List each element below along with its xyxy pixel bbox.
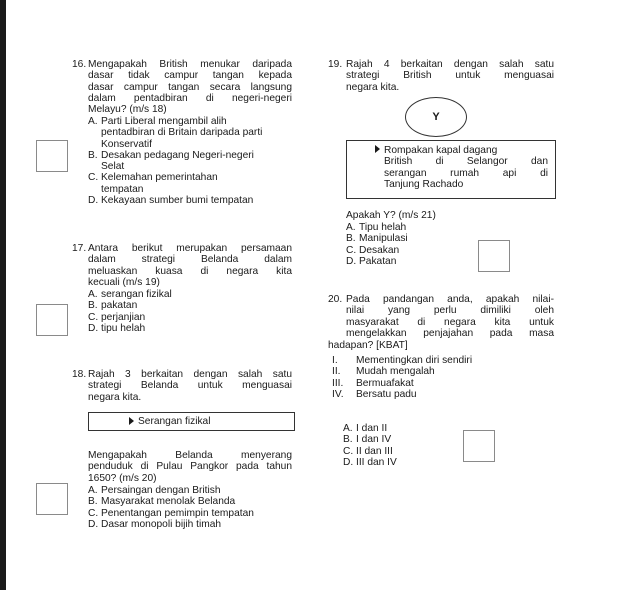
q20-options <box>343 423 397 468</box>
q20-stem-last: hadapan? [KBAT] <box>328 340 408 351</box>
q20-statement: IV. Bersatu padu <box>332 388 417 400</box>
q18-options <box>88 485 254 530</box>
q20-option-c[interactable]: C. II dan III <box>343 445 393 457</box>
q19-option-d[interactable]: D. Pakatan <box>346 255 397 267</box>
page-left-edge <box>0 0 6 590</box>
q20-statement: III. Bermuafakat <box>332 377 414 389</box>
q19-box-line: British di Selangor dan <box>384 156 548 168</box>
arrow-bullet-icon <box>375 145 380 153</box>
q17-number: 17. <box>72 243 87 254</box>
q20-option-b[interactable]: B. I dan IV <box>343 434 392 446</box>
q19-box-line: serangan rumah api di <box>384 167 548 179</box>
q18-stem <box>88 369 292 392</box>
q17-stem-last: kecuali (m/s 19) <box>88 277 160 288</box>
q17-option-b[interactable]: B. pakatan <box>88 300 138 312</box>
q17-stem-line: Antara berikut merupakan persamaan <box>88 243 292 254</box>
answer-box-q19[interactable] <box>478 240 510 272</box>
q19-box-line: Tanjung Rachado <box>384 178 464 190</box>
q18-figure-box <box>88 412 295 431</box>
q16-option-a-cont: pentadbiran di Britain daripada parti <box>101 127 263 139</box>
q18-option-a[interactable]: A. Persaingan dengan British <box>88 485 221 496</box>
q20-stem-line: mengelakkan penjajahan pada masa <box>346 327 554 339</box>
q18-question-last: 1650? (m/s 20) <box>88 473 157 484</box>
answer-box-q20[interactable] <box>463 430 495 462</box>
q20-stem <box>346 294 554 339</box>
q18-option-b[interactable]: B. Masyarakat menolak Belanda <box>88 496 236 508</box>
q20-stem-line: nilai yang perlu dimiliki oleh <box>346 305 554 317</box>
q19-option-c[interactable]: C. Desakan <box>346 244 400 256</box>
answer-box-q16[interactable] <box>36 140 68 172</box>
q18-number: 18. <box>72 369 87 380</box>
q18-question-line: Mengapakah Belanda menyerang <box>88 450 292 461</box>
q18-option-c[interactable]: C. Penentangan pemimpin tempatan <box>88 507 254 519</box>
q16-option-b[interactable]: B. Desakan pedagang Negeri-negeri <box>88 149 254 161</box>
q16-option-b-cont: Selat <box>101 161 125 173</box>
q16-options <box>88 116 292 206</box>
q16-stem-line: Mengapakah British menukar daripada <box>88 59 292 70</box>
q17-stem <box>88 243 292 277</box>
q18-option-d[interactable]: D. Dasar monopoli bijih timah <box>88 518 222 530</box>
q17-option-c[interactable]: C. perjanjian <box>88 311 146 323</box>
q16-option-a[interactable]: A. Parti Liberal mengambil alih <box>88 116 227 127</box>
q20-statement: II. Mudah mengalah <box>332 366 435 378</box>
q17-options <box>88 289 172 334</box>
q16-stem-last: Melayu? (m/s 18) <box>88 104 167 115</box>
q20-statements <box>332 355 472 400</box>
q17-option-d[interactable]: D. tipu helah <box>88 322 146 334</box>
q19-option-a[interactable]: A. Tipu helah <box>346 222 407 233</box>
q17-option-a[interactable]: A. serangan fizikal <box>88 289 172 300</box>
q18-stem-line: Rajah 3 berkaitan dengan salah satu <box>88 369 292 380</box>
q19-oval-y: Y <box>405 97 467 137</box>
q18-stem-last: negara kita. <box>88 392 142 403</box>
q18-question <box>88 450 292 473</box>
q16-stem <box>88 59 292 104</box>
q20-stem-line: Pada pandangan anda, apakah nilai- <box>346 294 554 305</box>
q16-option-c-cont: tempatan <box>101 183 144 195</box>
answer-box-q18[interactable] <box>36 483 68 515</box>
q19-box-line: Rompakan kapal dagang <box>375 145 548 156</box>
q19-options <box>346 222 408 267</box>
q16-stem-line: dalam pentadbiran di negeri-negeri <box>88 92 292 104</box>
q19-stem-last: negara kita. <box>346 82 400 93</box>
q16-number: 16. <box>72 59 87 70</box>
q19-stem-line: strategi British untuk menguasai <box>346 70 554 82</box>
q18-stem-line: strategi Belanda untuk menguasai <box>88 380 292 392</box>
q18-question-line: penduduk di Pulau Pangkor pada tahun <box>88 461 292 473</box>
q19-question: Apakah Y? (m/s 21) <box>346 210 436 221</box>
q20-number: 20. <box>328 294 343 305</box>
q16-option-d[interactable]: D. Kekayaan sumber bumi tempatan <box>88 195 254 207</box>
q20-statement: I. Mementingkan diri sendiri <box>332 355 473 366</box>
arrow-bullet-icon <box>129 417 134 425</box>
q18-figure-text: Serangan fizikal <box>138 416 211 427</box>
q17-stem-line: meluaskan kuasa di negara kita <box>88 265 292 277</box>
q19-stem-line: Rajah 4 berkaitan dengan salah satu <box>346 59 554 70</box>
q16-stem-line: dasar campur tangan secara langsung <box>88 81 292 93</box>
q19-figure-box <box>346 140 556 199</box>
q20-option-a[interactable]: A. I dan II <box>343 423 388 434</box>
answer-box-q17[interactable] <box>36 304 68 336</box>
q16-stem-line: dasar tidak campur tangan kepada <box>88 70 292 82</box>
q17-stem-line: dalam strategi Belanda dalam <box>88 254 292 266</box>
q20-option-d[interactable]: D. III dan IV <box>343 456 397 468</box>
q16-option-c[interactable]: C. Kelemahan pemerintahan <box>88 172 218 184</box>
q20-stem-line: masyarakat di negara kita untuk <box>346 316 554 328</box>
q19-stem <box>346 59 554 82</box>
q19-option-b[interactable]: B. Manipulasi <box>346 233 408 245</box>
q19-number: 19. <box>328 59 343 70</box>
q16-option-a-cont: Konservatif <box>101 138 152 150</box>
